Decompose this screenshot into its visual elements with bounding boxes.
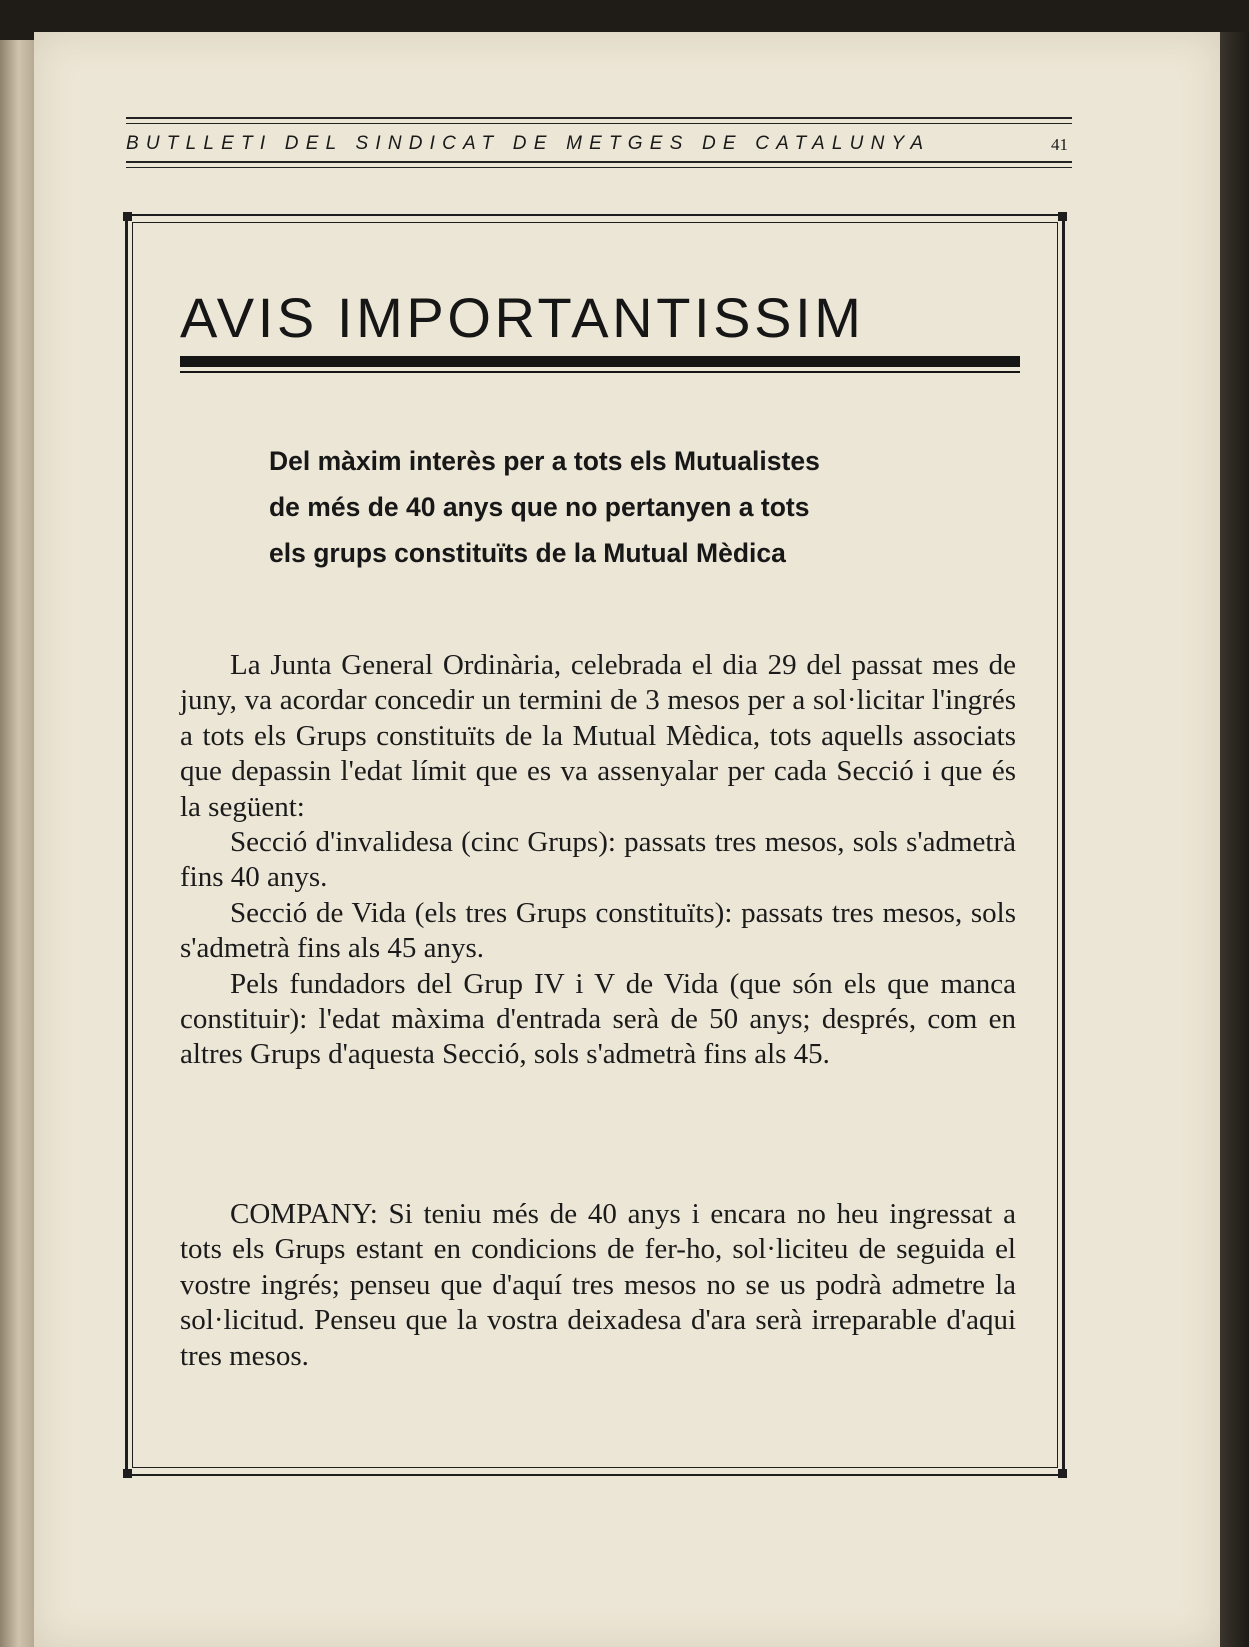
subtitle-line: els grups constituïts de la Mutual Mèdica: [269, 538, 786, 568]
frame-corner: [123, 212, 132, 221]
subtitle-line: de més de 40 anys que no pertanyen a tots: [269, 492, 810, 522]
frame-corner: [1058, 1469, 1067, 1478]
notice-body: [180, 648, 1016, 1073]
running-header: [126, 133, 1072, 159]
body-paragraph: Secció d'invalidesa (cinc Grups): passats tres mesos, sols s'admetrà fins 40 anys.: [180, 826, 1016, 894]
frame-inner-top: [132, 222, 1058, 223]
running-title: BUTLLETI DEL SINDICAT DE METGES DE CATALUNYA: [126, 133, 931, 154]
frame-corner: [1058, 212, 1067, 221]
body-paragraph: Pels fundadors del Grup IV i V de Vida (que són els que manca constituir): l'edat màxima d'entrada serà de 50 anys; després, com en altres Grups d'aquesta Secció, sols s'admetrà fins als 45.: [180, 967, 1016, 1071]
title-underline: [180, 356, 1020, 367]
book-spine: [0, 40, 34, 1647]
page-edge: [1220, 32, 1249, 1647]
frame-inner-right: [1057, 222, 1058, 1468]
frame-corner: [123, 1469, 132, 1478]
header-rule-top: [126, 117, 1072, 119]
closing-paragraph: COMPANY: Si teniu més de 40 anys i encara no heu ingressat a tots els Grups estant en condicions de fer-ho, sol·liciteu de seguida el vostre ingrés; penseu que d'aquí tres mesos no se us podrà admetre la sol·licitud. Penseu que la vostra deixadesa d'ara serà irreparable d'aqui tres mesos.: [180, 1198, 1016, 1372]
frame-inner-bottom: [132, 1467, 1058, 1468]
notice-title: AVIS IMPORTANTISSIM: [180, 286, 865, 349]
frame-inner-left: [132, 222, 133, 1468]
closing-appeal: [180, 1197, 1016, 1374]
body-paragraph: La Junta General Ordinària, celebrada el dia 29 del passat mes de juny, va acordar concedir un termini de 3 mesos per a sol·licitar l'ingrés a tots els Grups constituïts de la Mutual Mèdica, tots aquells associats que depassin l'edat límit que es va assenyalar per cada Secció i que és la següent:: [180, 649, 1016, 823]
header-rule-top-thin: [126, 123, 1072, 124]
body-paragraph: Secció de Vida (els tres Grups constituïts): passats tres mesos, sols s'admetrà fins als 45 anys.: [180, 896, 1016, 965]
page-number: 41: [1051, 135, 1068, 154]
notice-subtitle: [269, 438, 939, 576]
title-underline-thin: [180, 371, 1020, 373]
header-rule-bottom-thin: [126, 167, 1072, 168]
subtitle-line: Del màxim interès per a tots els Mutualistes: [269, 446, 820, 476]
header-rule-bottom: [126, 161, 1072, 163]
